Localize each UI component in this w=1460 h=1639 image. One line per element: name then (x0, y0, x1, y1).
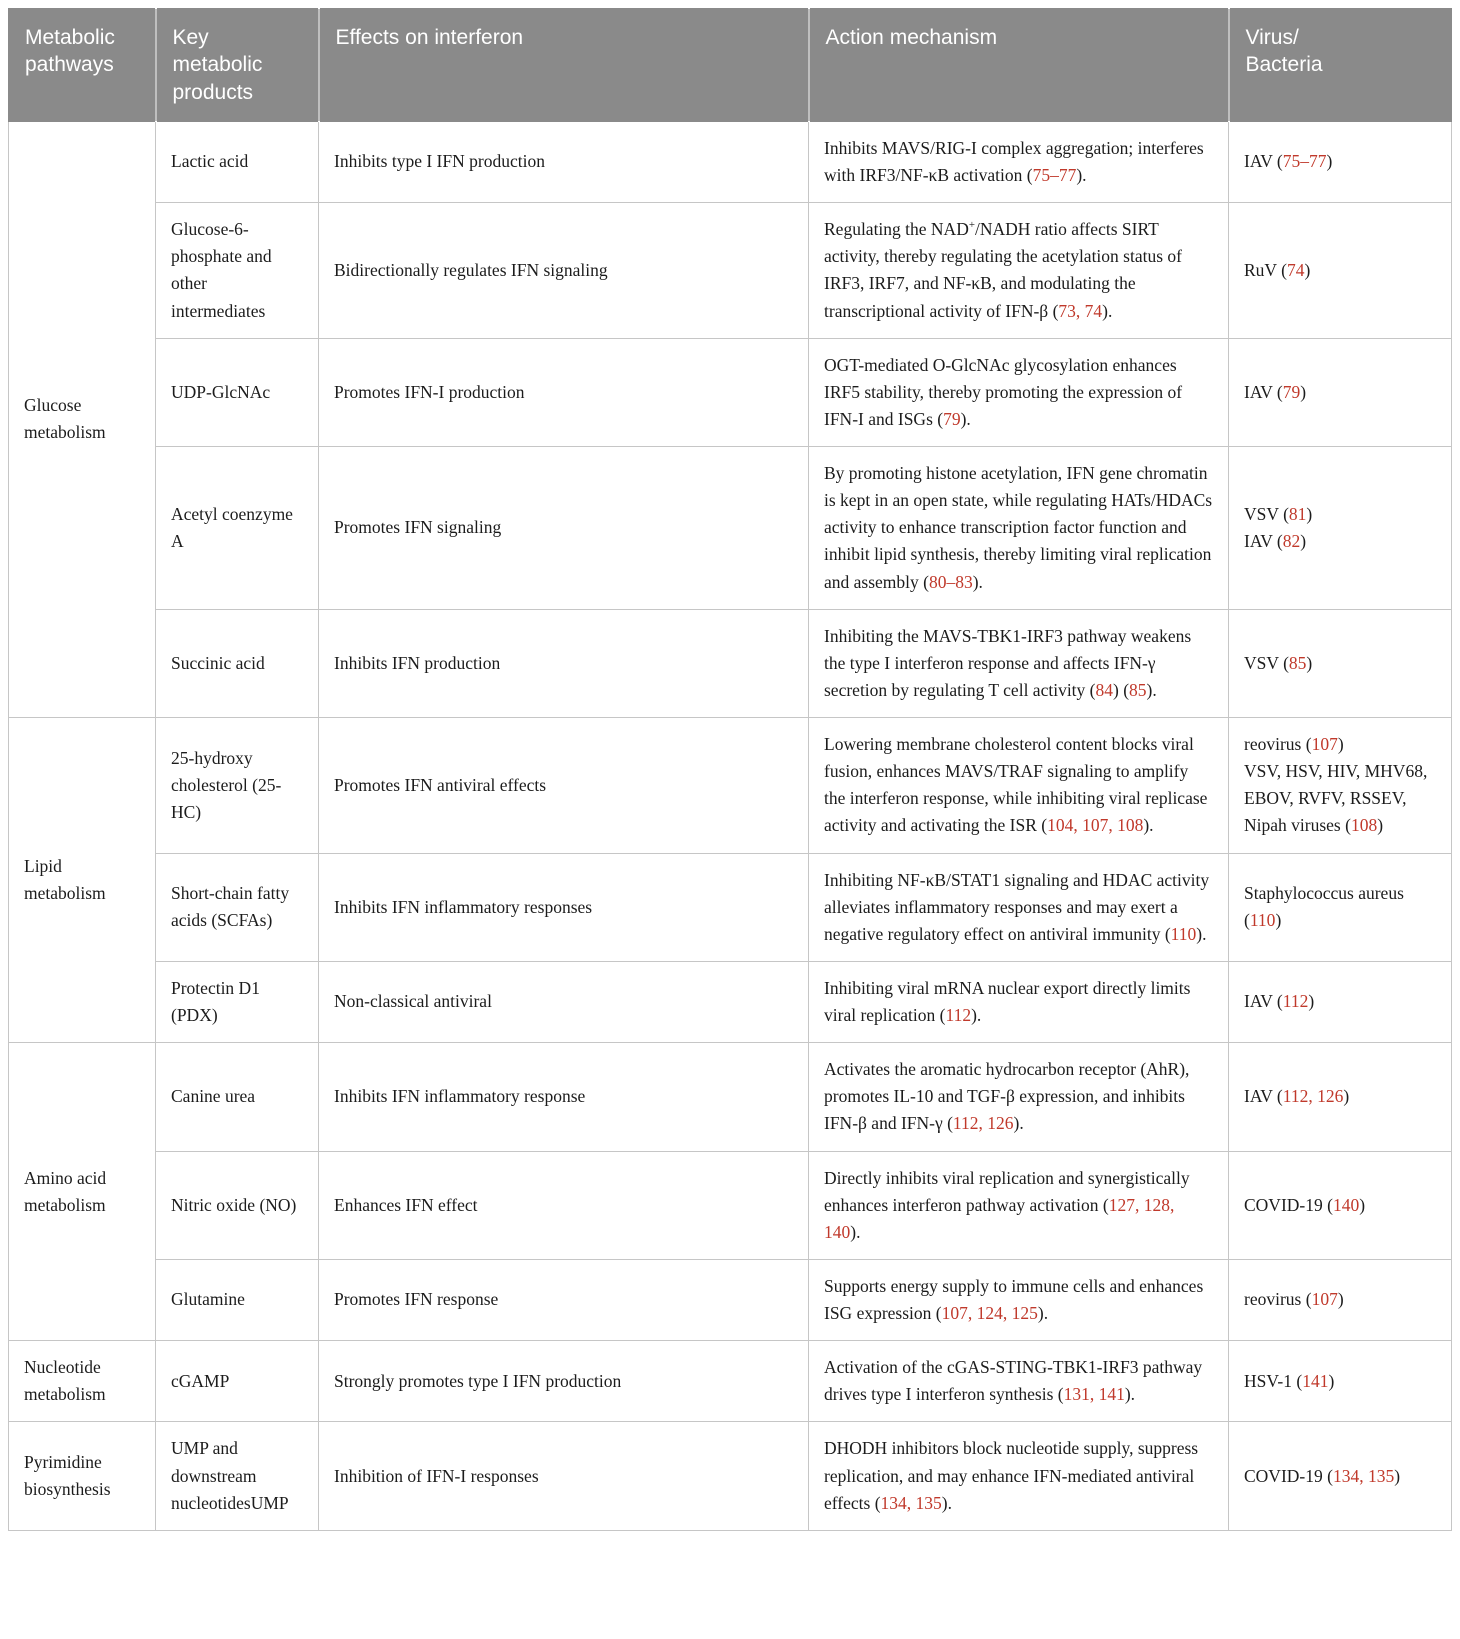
citation-link[interactable]: 82 (1282, 530, 1301, 551)
effect-cell: Promotes IFN response (319, 1259, 809, 1340)
citation-link[interactable]: 110 (1249, 910, 1276, 931)
virus-bacteria-cell: IAV (75–77) (1229, 121, 1452, 202)
citation-link[interactable]: 112, 126 (1282, 1086, 1344, 1107)
product-cell: Short-chain fatty acids (SCFAs) (156, 853, 319, 961)
virus-bacteria-cell: IAV (112) (1229, 961, 1452, 1042)
citation-link[interactable]: 108 (1350, 815, 1378, 836)
citation-link[interactable]: 74 (1286, 259, 1305, 280)
mechanism-cell: Regulating the NAD+/NADH ratio affects SIRT activity, thereby regulating the acetylation status of IRF3, IRF7, and NF-κB, and modulating the transcriptional activity of IFN-β (73, 74). (809, 203, 1229, 339)
product-cell: Canine urea (156, 1043, 319, 1151)
table-row (9, 1259, 1452, 1340)
pathway-cell: Amino acid metabolism (9, 1043, 156, 1341)
citation-link[interactable]: 79 (1282, 381, 1301, 402)
virus-bacteria-cell: RuV (74) (1229, 203, 1452, 339)
virus-bacteria-cell: COVID-19 (134, 135) (1229, 1422, 1452, 1530)
virus-bacteria-cell: reovirus (107) (1229, 1259, 1452, 1340)
effect-cell: Promotes IFN signaling (319, 447, 809, 610)
virus-bacteria-cell: IAV (112, 126) (1229, 1043, 1452, 1151)
pathway-cell: Pyrimidine biosynthesis (9, 1422, 156, 1530)
table-row (9, 1151, 1452, 1259)
citation-link[interactable]: 85 (1129, 679, 1147, 700)
citation-link[interactable]: 107 (1311, 1289, 1338, 1310)
table-header (9, 9, 1452, 122)
table-row (9, 961, 1452, 1042)
mechanism-cell: Supports energy supply to immune cells and enhances ISG expression (107, 124, 125). (809, 1259, 1229, 1340)
virus-bacteria-cell: VSV (85) (1229, 609, 1452, 717)
mechanism-cell: Activation of the cGAS-STING-TBK1-IRF3 pathway drives type I interferon synthesis (131, 141). (809, 1341, 1229, 1422)
citation-link[interactable]: 75–77 (1282, 151, 1327, 172)
superscript: + (968, 219, 975, 232)
pathway-cell: Nucleotide metabolism (9, 1341, 156, 1422)
effect-cell: Promotes IFN antiviral effects (319, 718, 809, 854)
header-row (9, 9, 1452, 122)
citation-link[interactable]: 80–83 (928, 571, 973, 592)
table-row (9, 853, 1452, 961)
mechanism-cell: Inhibits MAVS/RIG-I complex aggregation; interferes with IRF3/NF-κB activation (75–77). (809, 121, 1229, 202)
table-row (9, 1341, 1452, 1422)
metabolism-interferon-table-container (8, 8, 1452, 1531)
citation-link[interactable]: 131, 141 (1063, 1384, 1125, 1405)
product-cell: cGAMP (156, 1341, 319, 1422)
product-cell: Glutamine (156, 1259, 319, 1340)
virus-bacteria-cell: reovirus (107) VSV, HSV, HIV, MHV68, EBOV, RVFV, RSSEV, Nipah viruses (108) (1229, 718, 1452, 854)
citation-link[interactable]: 140 (1332, 1194, 1360, 1215)
effect-cell: Non-classical antiviral (319, 961, 809, 1042)
citation-link[interactable]: 134, 135 (880, 1492, 942, 1513)
table-row (9, 1043, 1452, 1151)
product-cell: Nitric oxide (NO) (156, 1151, 319, 1259)
effect-cell: Strongly promotes type I IFN production (319, 1341, 809, 1422)
citation-link[interactable]: 81 (1288, 503, 1307, 524)
product-cell: UMP and downstream nucleotidesUMP (156, 1422, 319, 1530)
citation-link[interactable]: 127, 128, 140 (824, 1194, 1175, 1242)
pathway-cell: Lipid metabolism (9, 718, 156, 1043)
virus-bacteria-cell: IAV (79) (1229, 338, 1452, 446)
citation-link[interactable]: 141 (1302, 1370, 1329, 1391)
citation-link[interactable]: 85 (1288, 652, 1307, 673)
column-header: Metabolic pathways (9, 9, 156, 122)
virus-bacteria-cell: COVID-19 (140) (1229, 1151, 1452, 1259)
effect-cell: Bidirectionally regulates IFN signaling (319, 203, 809, 339)
effect-cell: Inhibits type I IFN production (319, 121, 809, 202)
mechanism-cell: By promoting histone acetylation, IFN gene chromatin is kept in an open state, while regulating HATs/HDACs activity to enhance transcription factor function and inhibit lipid synthesis, thereby limiting viral replication and assembly (80–83). (809, 447, 1229, 610)
virus-bacteria-cell: HSV-1 (141) (1229, 1341, 1452, 1422)
mechanism-cell: Inhibiting NF-κB/STAT1 signaling and HDAC activity alleviates inflammatory responses and may exert a negative regulatory effect on antiviral immunity (110). (809, 853, 1229, 961)
citation-link[interactable]: 73, 74 (1058, 300, 1103, 321)
product-cell: Glucose-6-phosphate and other intermediates (156, 203, 319, 339)
table-row (9, 718, 1452, 854)
table-row (9, 1422, 1452, 1530)
citation-link[interactable]: 84 (1095, 679, 1113, 700)
effect-cell: Inhibits IFN production (319, 609, 809, 717)
column-header: Virus/ Bacteria (1229, 9, 1452, 122)
mechanism-cell: Activates the aromatic hydrocarbon receptor (AhR), promotes IL-10 and TGF-β expression, and inhibits IFN-β and IFN-γ (112, 126). (809, 1043, 1229, 1151)
citation-link[interactable]: 112, 126 (952, 1113, 1014, 1134)
table-row (9, 609, 1452, 717)
mechanism-cell: OGT-mediated O-GlcNAc glycosylation enhances IRF5 stability, thereby promoting the expression of IFN-I and ISGs (79). (809, 338, 1229, 446)
effect-cell: Inhibits IFN inflammatory responses (319, 853, 809, 961)
table-body (9, 121, 1452, 1530)
product-cell: UDP-GlcNAc (156, 338, 319, 446)
mechanism-cell: DHODH inhibitors block nucleotide supply, suppress replication, and may enhance IFN-mediated antiviral effects (134, 135). (809, 1422, 1229, 1530)
citation-link[interactable]: 79 (943, 408, 961, 429)
table-row (9, 338, 1452, 446)
virus-bacteria-cell: VSV (81) IAV (82) (1229, 447, 1452, 610)
citation-link[interactable]: 107 (1311, 734, 1338, 755)
pathway-cell: Glucose metabolism (9, 121, 156, 717)
citation-link[interactable]: 134, 135 (1332, 1465, 1395, 1486)
citation-link[interactable]: 110 (1170, 923, 1197, 944)
virus-bacteria-cell: Staphylococcus aureus (110) (1229, 853, 1452, 961)
product-cell: Protectin D1 (PDX) (156, 961, 319, 1042)
product-cell: Lactic acid (156, 121, 319, 202)
column-header: Effects on interferon (319, 9, 809, 122)
column-header: Action mechanism (809, 9, 1229, 122)
effect-cell: Inhibits IFN inflammatory response (319, 1043, 809, 1151)
effect-cell: Inhibition of IFN-I responses (319, 1422, 809, 1530)
metabolism-interferon-table (8, 8, 1452, 1531)
mechanism-cell: Lowering membrane cholesterol content blocks viral fusion, enhances MAVS/TRAF signaling to amplify the interferon response, while inhibiting viral replicase activity and activating the ISR (104, 107, 108). (809, 718, 1229, 854)
mechanism-cell: Inhibiting the MAVS-TBK1-IRF3 pathway weakens the type I interferon response and affects IFN-γ secretion by regulating T cell activity (84) (85). (809, 609, 1229, 717)
mechanism-cell: Directly inhibits viral replication and synergistically enhances interferon pathway activation (127, 128, 140). (809, 1151, 1229, 1259)
product-cell: Acetyl coenzyme A (156, 447, 319, 610)
table-row (9, 121, 1452, 202)
effect-cell: Promotes IFN-I production (319, 338, 809, 446)
citation-link[interactable]: 75–77 (1032, 165, 1077, 186)
effect-cell: Enhances IFN effect (319, 1151, 809, 1259)
product-cell: 25-hydroxy cholesterol (25-HC) (156, 718, 319, 854)
table-row (9, 447, 1452, 610)
citation-link[interactable]: 112 (945, 1005, 972, 1026)
column-header: Key metabolic products (156, 9, 319, 122)
mechanism-cell: Inhibiting viral mRNA nuclear export directly limits viral replication (112). (809, 961, 1229, 1042)
table-row (9, 203, 1452, 339)
citation-link[interactable]: 112 (1282, 991, 1309, 1012)
product-cell: Succinic acid (156, 609, 319, 717)
citation-link[interactable]: 107, 124, 125 (941, 1303, 1038, 1324)
citation-link[interactable]: 104, 107, 108 (1047, 815, 1144, 836)
